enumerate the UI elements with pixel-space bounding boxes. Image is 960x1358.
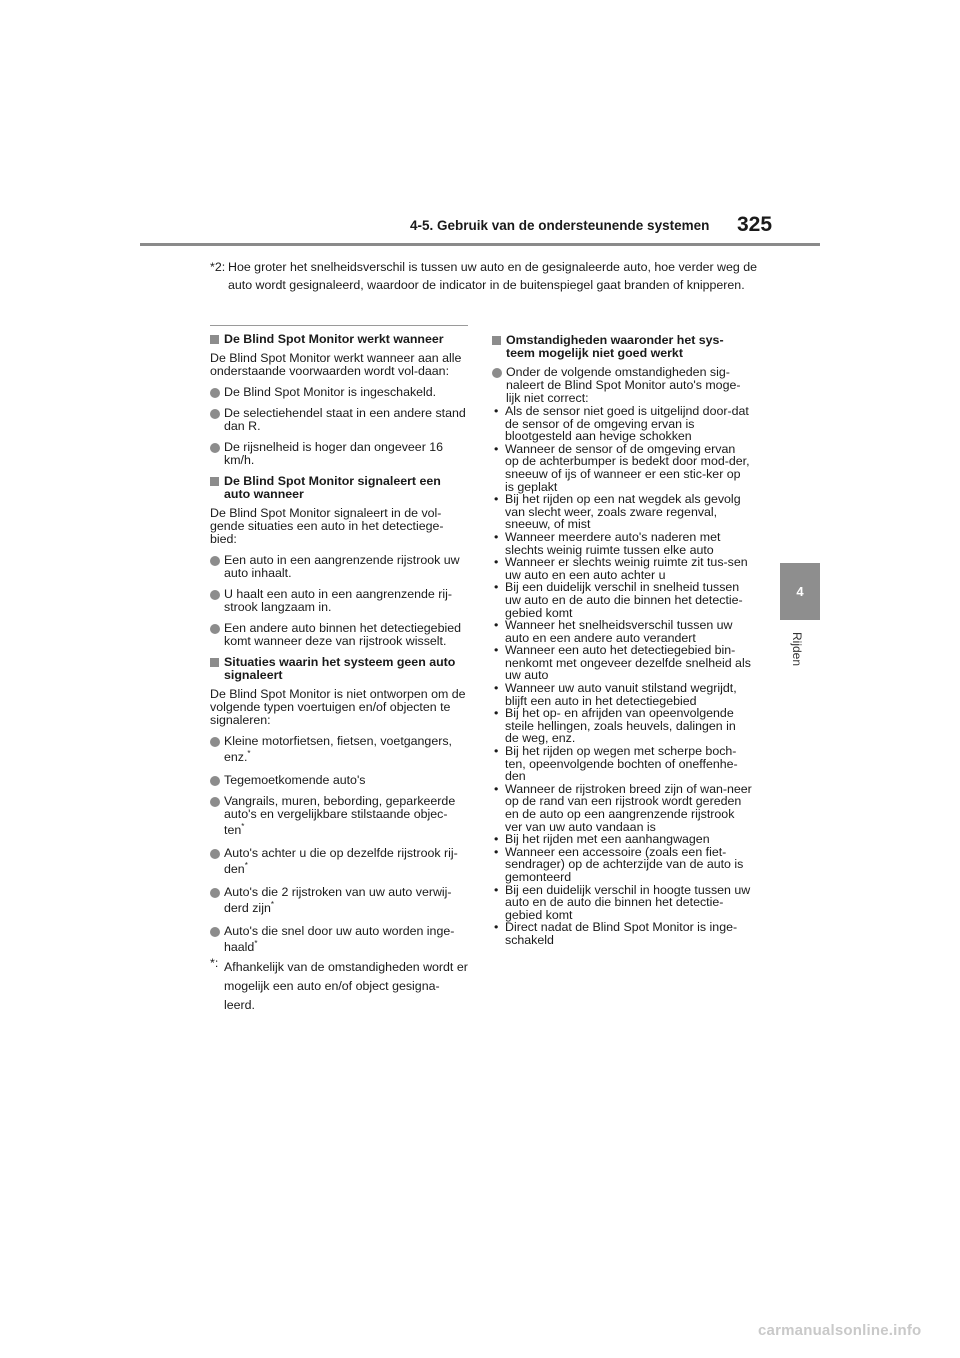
heading-text: De Blind Spot Monitor werkt wanneer	[224, 332, 444, 346]
bullet-item	[210, 925, 468, 956]
condition-text: Bij een duidelijk verschil in snelheid tussen uw auto en de auto die binnen het detectie-gebied komt	[505, 580, 743, 620]
condition-item	[492, 493, 752, 531]
footnote-2	[210, 258, 770, 294]
footnote-text: Afhankelijk van de omstandigheden wordt er mogelijk een auto en/of object gesigna-leerd.	[224, 960, 468, 1012]
footnote-ref: *	[241, 821, 245, 831]
section-divider	[210, 325, 468, 326]
bullet-icon	[210, 409, 220, 419]
right-column	[492, 334, 752, 947]
bullet-item	[210, 407, 468, 433]
condition-item	[492, 846, 752, 884]
bullet-item	[210, 774, 468, 787]
bullet-text-cont	[224, 899, 468, 917]
bullet-dot-icon: •	[494, 529, 499, 544]
bullet-text: Een andere auto binnen het detectiegebied komt wanneer deze van rijstrook wisselt.	[224, 621, 461, 648]
condition-text: Als de sensor niet goed is uitgelijnd door-dat de sensor of de omgeving ervan is blootgesteld aan hevige schokken	[505, 404, 749, 444]
bullet-item	[210, 622, 468, 648]
condition-text: Wanneer er slechts weinig ruimte zit tus-sen uw auto en een auto achter u	[505, 555, 748, 582]
chapter-tab[interactable]: 4	[780, 563, 820, 620]
section-heading	[210, 656, 468, 682]
footnote-ref: *	[254, 938, 258, 948]
bullet-text: Vangrails, muren, bebording, geparkeerde auto's en vergelijkbare stilstaande objec-	[224, 794, 456, 821]
bullet-dot-icon: •	[494, 832, 499, 847]
bullet-dot-icon: •	[494, 781, 499, 796]
paragraph: De Blind Spot Monitor signaleert in de vol-gende situaties een auto in het detectiege-bied:	[210, 506, 444, 546]
condition-text: Wanneer uw auto vanuit stilstand wegrijdt, blijft een auto in het detectiegebied	[505, 681, 737, 708]
condition-item	[492, 745, 752, 783]
heading-text: Omstandigheden waaronder het sys-teem mogelijk niet goed werkt	[506, 333, 724, 360]
header-rule	[140, 243, 820, 246]
condition-text: Bij het op- en afrijden van opeenvolgende steile hellingen, zoals heuvels, dalingen in de weg, enz.	[505, 706, 736, 746]
left-column	[210, 325, 468, 1015]
bullet-item	[210, 735, 468, 766]
condition-item	[492, 619, 752, 644]
bullet-text: Tegemoetkomende auto's	[224, 773, 366, 787]
bullet-text: U haalt een auto in een aangrenzende rij-strook langzaam in.	[224, 587, 453, 614]
bullet-icon	[210, 797, 220, 807]
bullet-icon	[210, 443, 220, 453]
section-title: 4-5. Gebruik van de ondersteunende systemen	[410, 218, 710, 233]
bullet-text-end: ten	[224, 823, 242, 837]
condition-item	[492, 921, 752, 946]
bullet-dot-icon: •	[494, 492, 499, 507]
bullet-text: Kleine motorfietsen, fietsen, voetgangers,	[224, 734, 452, 748]
bullet-text: Onder de volgende omstandigheden sig-naleert de Blind Spot Monitor auto's moge-lijk niet correct:	[506, 365, 741, 405]
condition-text: Bij het rijden op een nat wegdek als gevolg van slecht weer, zoals zware regenval, sneeuw, of mist	[505, 492, 741, 532]
bullet-text: Een auto in een aangrenzende rijstrook uw auto inhaalt.	[224, 553, 460, 580]
footnote	[210, 958, 468, 1015]
bullet-text: Auto's achter u die op dezelfde rijstrook rij-	[224, 846, 458, 860]
bullet-icon	[210, 624, 220, 634]
condition-item	[492, 556, 752, 581]
condition-text: Wanneer meerdere auto's naderen met slechts weinig ruimte tussen elke auto	[505, 529, 721, 557]
bullet-icon	[210, 737, 220, 747]
footnote-ref: *	[244, 860, 248, 870]
condition-text: Wanneer een auto het detectiegebied bin-nenkomt met ongeveer dezelfde snelheid als uw auto	[505, 643, 751, 683]
condition-text: Direct nadat de Blind Spot Monitor is inge-schakeld	[505, 920, 738, 947]
bullet-dot-icon: •	[494, 882, 499, 897]
condition-list	[492, 405, 752, 947]
bullet-item	[210, 386, 468, 399]
bullet-icon	[210, 776, 220, 786]
section-heading	[210, 333, 468, 346]
bullet-text-end: haald	[224, 940, 255, 954]
condition-item	[492, 443, 752, 493]
section-heading	[492, 334, 752, 360]
bullet-text: De Blind Spot Monitor is ingeschakeld.	[224, 385, 437, 399]
square-marker-icon	[210, 477, 219, 486]
bullet-dot-icon: •	[494, 681, 499, 696]
bullet-text-cont	[224, 821, 468, 839]
bullet-icon	[210, 388, 220, 398]
bullet-text-cont	[224, 748, 468, 766]
condition-item	[492, 884, 752, 922]
bullet-icon	[210, 849, 220, 859]
bullet-item	[492, 366, 752, 405]
condition-text: Bij het rijden met een aanhangwagen	[505, 832, 710, 847]
watermark: carmanualsonline.info	[758, 1322, 922, 1339]
footnote-2-text: Hoe groter het snelheidsverschil is tussen uw auto en de gesignaleerde auto, hoe verder weg de auto wordt gesignaleerd, waardoor de indicator in de buitenspiegel gaat branden of knipperen.	[228, 260, 757, 292]
bullet-icon	[210, 888, 220, 898]
bullet-dot-icon: •	[494, 844, 499, 859]
bullet-dot-icon: •	[494, 618, 499, 633]
bullet-icon	[210, 927, 220, 937]
bullet-text: De selectiehendel staat in een andere stand dan R.	[224, 406, 466, 433]
condition-text: Wanneer het snelheidsverschil tussen uw auto en een andere auto verandert	[505, 618, 733, 645]
footnote-marker: *:	[210, 956, 219, 970]
condition-text: Wanneer de rijstroken breed zijn of wan-neer op de rand van een rijstrook wordt gereden en de auto op een aangrenzende rijstrook ver van uw auto vandaan is	[505, 781, 752, 834]
bullet-text-cont	[224, 860, 468, 878]
bullet-item	[210, 554, 468, 580]
bullet-text-end: den	[224, 862, 245, 876]
condition-item	[492, 644, 752, 682]
bullet-text-cont	[224, 938, 468, 956]
bullet-item	[210, 886, 468, 917]
bullet-text: Auto's die 2 rijstroken van uw auto verwij-	[224, 885, 452, 899]
condition-text: Bij het rijden op wegen met scherpe boch-ten, opeenvolgende bochten of oneffenhe-den	[505, 744, 738, 784]
bullet-text: Auto's die snel door uw auto worden inge-	[224, 924, 455, 938]
condition-item	[492, 707, 752, 745]
page-number: 325	[737, 213, 773, 236]
condition-item	[492, 405, 752, 443]
heading-text: Situaties waarin het systeem geen auto signaleert	[224, 655, 456, 682]
bullet-item	[210, 847, 468, 878]
bullet-dot-icon: •	[494, 441, 499, 456]
bullet-icon	[210, 590, 220, 600]
bullet-item	[210, 795, 468, 839]
section-heading	[210, 475, 468, 501]
bullet-dot-icon: •	[494, 404, 499, 418]
condition-item	[492, 783, 752, 833]
paragraph: De Blind Spot Monitor is niet ontworpen om de volgende typen voertuigen en/of objecten te signaleren:	[210, 687, 466, 727]
footnote-ref: *	[247, 748, 251, 758]
footnote-2-marker: *2:	[210, 260, 226, 274]
bullet-dot-icon: •	[494, 580, 499, 595]
bullet-dot-icon: •	[494, 706, 499, 721]
bullet-text-end: enz.	[224, 750, 248, 764]
bullet-icon	[210, 556, 220, 566]
heading-text: De Blind Spot Monitor signaleert een auto wanneer	[224, 474, 441, 501]
bullet-icon	[492, 368, 502, 378]
paragraph: De Blind Spot Monitor werkt wanneer aan alle onderstaande voorwaarden wordt vol-daan:	[210, 351, 462, 378]
bullet-dot-icon: •	[494, 555, 499, 570]
bullet-text-end: derd zijn	[224, 901, 271, 915]
square-marker-icon	[210, 335, 219, 344]
condition-text: Bij een duidelijk verschil in hoogte tussen uw auto en de auto die binnen het detectie-gebied komt	[505, 882, 751, 922]
square-marker-icon	[492, 336, 501, 345]
bullet-dot-icon: •	[494, 643, 499, 658]
condition-text: Wanneer de sensor of de omgeving ervan op de achterbumper is bedekt door mod-der, sneeuw of ijs of wanneer er een stic-ker op is geplakt	[505, 441, 750, 494]
footnote-ref: *	[270, 899, 274, 909]
bullet-item	[210, 441, 468, 467]
condition-text: Wanneer een accessoire (zoals een fiet-sendrager) op de achterzijde van de auto is gemonteerd	[505, 844, 744, 884]
condition-item	[492, 581, 752, 619]
chapter-label-text: Rijden	[790, 632, 804, 667]
square-marker-icon	[210, 658, 219, 667]
condition-item	[492, 682, 752, 707]
condition-item	[492, 531, 752, 556]
bullet-dot-icon: •	[494, 920, 499, 935]
bullet-text: De rijsnelheid is hoger dan ongeveer 16 km/h.	[224, 440, 444, 467]
chapter-label	[790, 632, 810, 692]
bullet-dot-icon: •	[494, 744, 499, 759]
bullet-item	[210, 588, 468, 614]
